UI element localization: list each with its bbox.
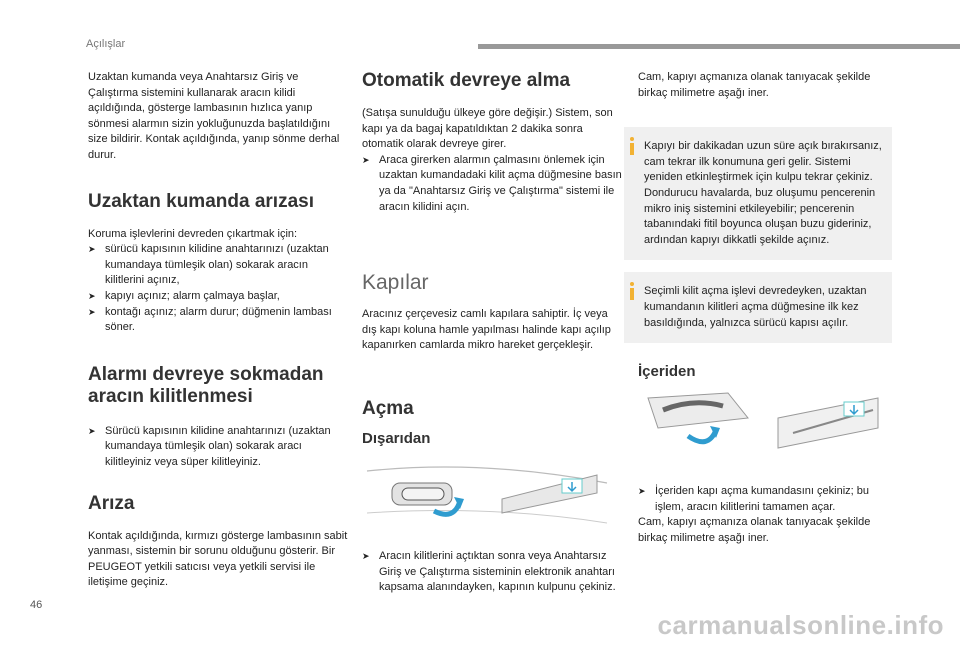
info-note [624, 272, 892, 343]
bullet-item: ➤ kapıyı açınız; alarm çalmaya başlar, [88, 289, 348, 305]
top-text: Cam, kapıyı açmanıza olanak tanıyacak şekilde birkaç milimetre aşağı iner. [638, 71, 871, 99]
header-bar [478, 44, 960, 49]
inside-door-handle-illustration [638, 388, 900, 478]
bullet-item: ➤ Araca girerken alarmın çalmasını önlemek için uzaktan kumandadaki kilit açma düğmesine basın ya da "Anahtarsız Giriş ve Çalıştırma" sistemi ile aracın kilidini açın. [362, 153, 622, 215]
doors-text: Aracınız çerçevesiz camlı kapılara sahiptir. İç veya dış kapı koluna hamle yapılması halinde kapı açılıp kapanırken camlarda mikro hareket gerçekleşir. [362, 308, 611, 352]
bullet-arrow-icon: ➤ [638, 486, 646, 497]
heading-auto-arming: Otomatik devreye alma [362, 70, 571, 91]
bullet-arrow-icon: ➤ [362, 154, 370, 165]
inside-text: Cam, kapıyı açmanıza olanak tanıyacak şekilde birkaç milimetre aşağı iner. [638, 516, 871, 544]
column-2 [362, 70, 622, 596]
info-icon [630, 282, 634, 300]
remote-text: Koruma işlevlerini devreden çıkartmak için: [88, 227, 298, 240]
outside-door-handle-illustration [362, 453, 622, 543]
watermark-logo: carmanualsonline.info [657, 610, 944, 640]
bullet-arrow-icon: ➤ [362, 550, 370, 561]
heading-inside: İçeriden [638, 363, 696, 381]
intro-paragraph: Uzaktan kumanda veya Anahtarsız Giriş ve Çalıştırma sistemini kullanarak aracın kilidi açıldığında, gösterge lambasının hızlıca yanıp sönmesi alarmın sizin yokluğunuzda başlatıldığını size bildirir. Kontak açıldığında, yanıp sönme derhal durur. [88, 71, 340, 161]
bullet-item: ➤ Aracın kilitlerini açtıktan sonra veya Anahtarsız Giriş ve Çalıştırma sisteminin elektronik anahtarı kapsama alanındayken, kapının kulpunu çekiniz. [362, 549, 622, 596]
column-1 [88, 70, 348, 591]
heading-fault: Arıza [88, 492, 135, 514]
page-number: 46 [30, 599, 43, 611]
bullet-item: ➤ İçeriden kapı açma kumandasını çekiniz; bu işlem, aracın kilitlerini tamamen açar. [638, 484, 900, 515]
info-note [624, 127, 892, 260]
bullet-arrow-icon: ➤ [88, 244, 96, 255]
bullet-item: ➤ kontağı açınız; alarm durur; düğmenin lambası söner. [88, 305, 348, 336]
door-handle-inside-image [638, 388, 888, 468]
door-handle-outside-image [362, 453, 612, 543]
auto-text: (Satışa sunulduğu ülkeye göre değişir.) Sistem, son kapı ya da bagaj kapatıldıktan 2 dakika sonra otomatik olarak devreye girer. [362, 107, 613, 151]
bullet-arrow-icon: ➤ [88, 306, 96, 317]
bullet-arrow-icon: ➤ [88, 425, 96, 436]
heading-outside: Dışarıdan [362, 429, 431, 447]
bullet-arrow-icon: ➤ [88, 290, 96, 301]
column-3 [638, 70, 900, 547]
note-text: Seçimli kilit açma işlevi devredeyken, uzaktan kumandanın kilitleri açma düğmesine ilk kez basıldığında, yalnızca sürücü kapısı açılır. [644, 285, 867, 329]
bullet-item: ➤ sürücü kapısının kilidine anahtarınızı (uzaktan kumandaya tümleşik olan) sokarak aracın kilitlerini açınız, [88, 242, 348, 289]
heading-open: Açma [362, 397, 414, 419]
note-text: Kapıyı bir dakikadan uzun süre açık bırakırsanız, cam tekrar ilk konumuna geri gelir. Sistemi yeniden etkinleştirmek için kulpu tekrar çekiniz. Dondurucu havalarda, buz oluşumu pencerenin mikro iniş sistemini etkileyebilir; pencerenin tabanındaki fitil boyunca oluşan buzu gideriniz, ardından kapıyı dikkatli şekilde açınız. [644, 140, 882, 246]
fault-text: Kontak açıldığında, kırmızı gösterge lambasının sabit yanması, sistemin bir sorunu olduğunu gösterir. Bir PEUGEOT yetkili satıcısı veya yetkili servisi ile iletişime geçiniz. [88, 529, 348, 589]
heading-remote-fault: Uzaktan kumanda arızası [88, 190, 314, 212]
section-header: Açılışlar [86, 38, 126, 50]
heading-doors: Kapılar [362, 271, 429, 295]
info-icon [630, 137, 634, 155]
heading-lock-without-alarm: Alarmı devreye sokmadan aracın kilitlenmesi [88, 363, 324, 407]
bullet-item: ➤ Sürücü kapısının kilidine anahtarınızı (uzaktan kumandaya tümleşik olan) sokarak aracı kilitleyiniz veya süper kilitleyiniz. [88, 424, 348, 471]
